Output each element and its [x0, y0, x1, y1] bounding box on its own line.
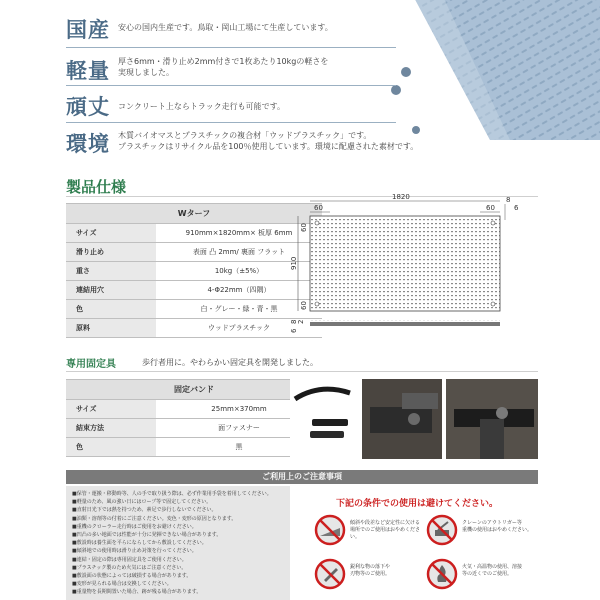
prohibited-fire-icon — [426, 558, 458, 590]
notice-item: ■連結・固定の際は専用固定具をご使用ください。 — [72, 556, 187, 563]
spec-table-header: Wターフ — [66, 204, 322, 224]
feature-title-domestic: 国産 — [66, 18, 110, 42]
table-row — [66, 319, 322, 338]
forbidden-label — [350, 564, 420, 578]
side-profile-texture — [310, 320, 500, 322]
feature-desc-line: 木質バイオマスとプラスチックの複合材「ウッドプラスチック」です。 — [118, 131, 372, 140]
feature-title-environment: 環境 — [66, 132, 110, 156]
spec-value: 4-Φ22mm（四隅） — [156, 281, 322, 300]
fixture-table-header: 固定バンド — [66, 380, 322, 400]
forbidden-label-line: 等の近くでのご使用。 — [462, 571, 513, 577]
feature-desc-line: 実現しました。 — [118, 68, 174, 77]
fixture-section-subtitle: 歩行者用に。やわらかい固定具を開発しました。 — [142, 358, 318, 367]
notice-item: ■軽量のため、風の強い日にはロープ等で固定してください。 — [72, 499, 212, 506]
spec-key: 滑り止め — [66, 243, 156, 262]
notice-item: ■凹凸の多い地面では性能が十分に発揮できない場合があります。 — [72, 532, 222, 539]
hole — [315, 302, 319, 306]
warning-text: 下記の条件での使用は避けてください。 — [335, 499, 498, 509]
features-panel — [0, 0, 600, 162]
hole — [315, 221, 319, 225]
corner-label: 60 — [314, 204, 323, 212]
notice-item: ■保管・運搬・移動時等、人の手で取り扱う際は、必ず作業用手袋を着用してください。 — [72, 491, 272, 497]
fixture-section-title: 専用固定具 — [66, 359, 116, 370]
forbidden-label-line: 火気・高温物の使用、溶接 — [462, 564, 523, 570]
table-row — [66, 419, 322, 438]
side-profile — [310, 322, 500, 326]
edge-label: 8 — [506, 196, 511, 204]
divider — [66, 371, 538, 372]
table-row — [66, 300, 322, 319]
notice-item: ■重量物を長期間置いた場合、跡が残る場合があります。 — [72, 589, 202, 596]
forbidden-label — [462, 520, 536, 534]
spec-section-title: 製品仕様 — [66, 178, 127, 196]
spec-table — [66, 203, 322, 338]
notice-list — [66, 486, 290, 600]
forbidden-label-line: 傾斜や段差など安定性に欠ける — [350, 520, 421, 526]
notice-item: ■油類・溶剤等の付着にご注意ください。変色・変形の原因となります。 — [72, 515, 237, 522]
spec-value: 白・グレー・緑・青・黒 — [156, 300, 322, 319]
notice-item: ■敷設時は養生面を平らにならしてから敷設してください。 — [72, 540, 207, 547]
spec-value: 面ファスナー — [156, 419, 322, 438]
table-row — [66, 243, 322, 262]
spec-value: 25mm×370mm — [156, 400, 322, 419]
feature-title-sturdy: 頑丈 — [66, 95, 110, 119]
divider — [66, 85, 396, 86]
corner-label: 60 — [486, 204, 495, 212]
prohibited-slope-icon — [314, 514, 346, 546]
forbidden-label-line: 重機の使用はおやめください。 — [462, 527, 533, 533]
forbidden-label-line: クレーンのアウトリガー等 — [462, 520, 522, 526]
corner-label: 60 — [300, 223, 308, 232]
band-photo-1 — [290, 379, 358, 459]
feature-desc-line: プラスチックはリサイクル品を100％使用しています。環境に配慮された素材です。 — [118, 142, 419, 151]
side-label: 6 — [290, 328, 298, 333]
forbidden-label — [462, 564, 536, 578]
feature-desc-light — [118, 56, 328, 78]
spec-key: 色 — [66, 300, 156, 319]
table-row — [66, 262, 322, 281]
side-label: 2 — [297, 319, 305, 324]
side-label: 8 — [290, 319, 298, 324]
feature-desc-line: 安心の国内生産です。鳥取・岡山工場にて生産しています。 — [118, 23, 333, 32]
table-row — [66, 400, 322, 419]
forbidden-panel — [296, 486, 538, 600]
spec-key: 結束方法 — [66, 419, 156, 438]
forbidden-label-line: 鋭利な物の落下や — [350, 564, 391, 570]
forbidden-label — [350, 520, 420, 541]
width-label: 1820 — [392, 193, 410, 201]
notice-title: ご利用上のご注意事項 — [66, 470, 538, 484]
spec-value: 黒 — [156, 438, 322, 457]
spec-value: 表面 凸 2mm/ 裏面 フラット — [156, 243, 322, 262]
band-photo-3 — [446, 379, 538, 459]
notice-item: ■重機のクローラー走行時はご使用をお避けください。 — [72, 523, 197, 530]
feature-title-light: 軽量 — [66, 59, 110, 83]
spec-key: 原料 — [66, 319, 156, 338]
dimension-drawing — [290, 190, 540, 340]
table-row — [66, 224, 322, 243]
notice-item: ■傾斜地での使用時は滑り止め対策を行ってください。 — [72, 548, 197, 555]
spec-key: サイズ — [66, 400, 156, 419]
mat-photo — [370, 0, 600, 140]
band-photo-2 — [362, 379, 442, 459]
notice-item: ■直射日光下では熱を持つため、素足で歩行しないでください。 — [72, 507, 217, 514]
prohibited-crane-icon — [426, 514, 458, 546]
feature-desc-line: 厚さ6mm・滑り止め2mm付きで1枚あたり10kgの軽さを — [118, 57, 329, 66]
feature-desc-domestic — [118, 22, 333, 33]
table-row — [66, 438, 322, 457]
table-row — [66, 281, 322, 300]
spec-value: 910mm×1820mm× 板厚 6mm — [156, 224, 322, 243]
notice-item: ■敷設面の状態によっては破損する場合があります。 — [72, 573, 192, 580]
feature-desc-line: コンクリート上ならトラック走行も可能です。 — [118, 102, 286, 111]
spec-key: 重さ — [66, 262, 156, 281]
notice-item: ■変形が見られる場合は交換してください。 — [72, 581, 172, 588]
spec-key: 色 — [66, 438, 156, 457]
spec-value: 10kg（±5%） — [156, 262, 322, 281]
hole — [491, 221, 495, 225]
feature-desc-environment — [118, 130, 418, 152]
corner-label: 60 — [300, 301, 308, 310]
feature-desc-sturdy — [118, 101, 285, 112]
hole — [491, 302, 495, 306]
height-label: 910 — [290, 256, 298, 270]
forbidden-label-line: 場所でのご使用はおやめください。 — [350, 527, 421, 540]
prohibited-sharp-object-icon — [314, 558, 346, 590]
edge-label: 6 — [514, 204, 519, 212]
fixture-table — [66, 379, 322, 457]
divider — [66, 47, 396, 48]
notice-item: ■プラスチック製のため火気にはご注意ください。 — [72, 564, 187, 571]
spec-key: 連結用穴 — [66, 281, 156, 300]
forbidden-label-line: 刃物等のご使用。 — [350, 571, 391, 577]
spec-key: サイズ — [66, 224, 156, 243]
spec-value: ウッドプラスチック — [156, 319, 322, 338]
divider — [66, 122, 396, 123]
plate-outline — [310, 216, 500, 311]
